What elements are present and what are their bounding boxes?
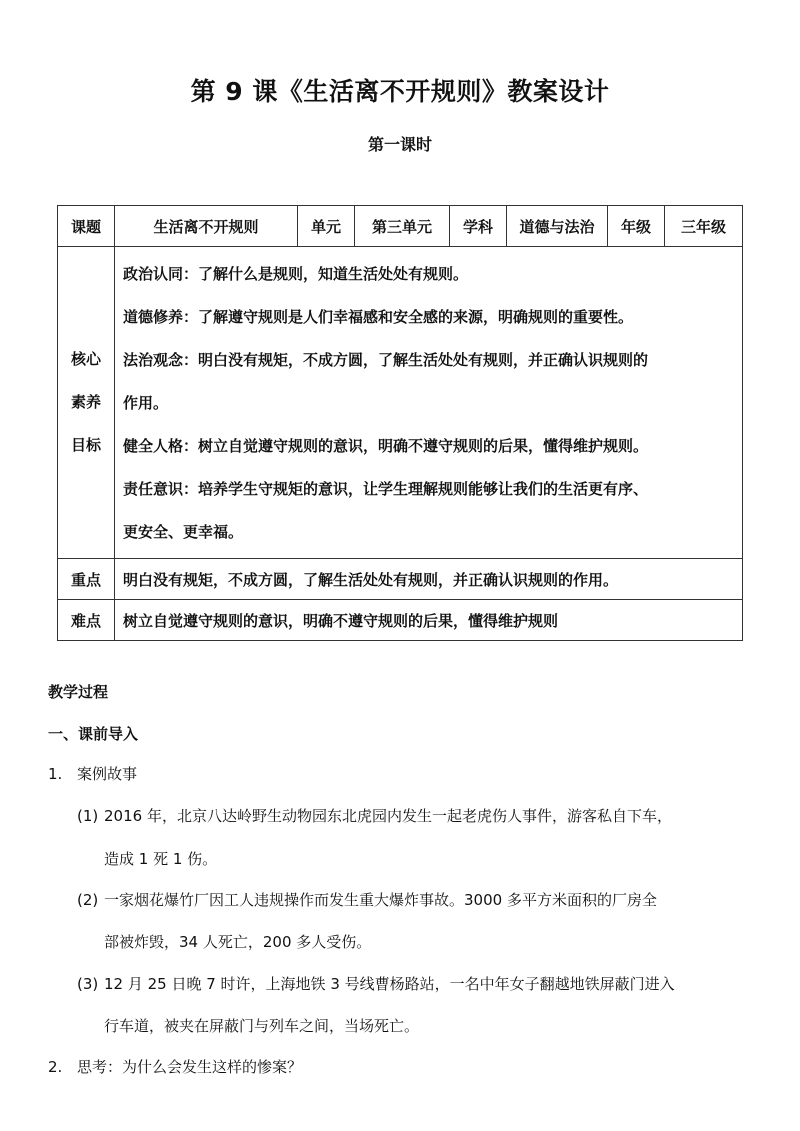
objectives-label-line: 素养	[70, 393, 101, 411]
objective-line: 健全人格：树立自觉遵守规则的意识，明确不遵守规则的后果，懂得维护规则。	[123, 437, 649, 455]
difficulty-row	[58, 600, 743, 641]
case-stories-item: 案例故事	[77, 765, 138, 783]
difficulty-label: 难点	[58, 600, 115, 641]
list-item-number: 2.	[48, 1058, 63, 1076]
list-item-number: 1.	[48, 765, 63, 783]
case-number: (1)	[77, 807, 99, 825]
objectives-label-line: 目标	[70, 436, 101, 454]
case-text-line: 12 月 25 日晚 7 时许，上海地铁 3 号线曹杨路站，一名中年女子翻越地铁屏蔽门进入	[104, 975, 675, 993]
objectives-row	[58, 247, 743, 559]
key-point-label: 重点	[58, 559, 115, 600]
unit-label: 单元	[298, 206, 355, 247]
objective-line: 更安全、更幸福。	[123, 523, 244, 541]
objective-line: 法治观念：明白没有规矩，不成方圆，了解生活处处有规则，并正确认识规则的	[123, 351, 649, 369]
subject-value: 道德与法治	[507, 206, 608, 247]
unit-value: 第三单元	[355, 206, 450, 247]
objectives-label	[58, 247, 115, 559]
case-text-line: 行车道，被夹在屏蔽门与列车之间，当场死亡。	[104, 1017, 420, 1035]
topic-value: 生活离不开规则	[115, 206, 298, 247]
pre-class-intro-heading: 一、课前导入	[48, 725, 139, 743]
key-point-text: 明白没有规矩，不成方圆，了解生活处处有规则，并正确认识规则的作用。	[115, 559, 743, 600]
reflection-question-item: 思考：为什么会发生这样的惨案？	[77, 1058, 303, 1076]
objectives-label-line: 核心	[70, 350, 101, 368]
grade-label: 年级	[608, 206, 665, 247]
lesson-info-table	[57, 205, 743, 641]
case-number: (3)	[77, 975, 99, 993]
objectives-content	[115, 247, 743, 559]
table-header-row	[58, 206, 743, 247]
objective-line: 作用。	[123, 394, 169, 412]
objective-line: 道德修养：了解遵守规则是人们幸福感和安全感的来源，明确规则的重要性。	[123, 308, 634, 326]
case-text-line: 一家烟花爆竹厂因工人违规操作而发生重大爆炸事故。3000 多平方米面积的厂房全	[104, 891, 657, 909]
lesson-period-subtitle: 第一课时	[367, 135, 432, 154]
case-number: (2)	[77, 891, 99, 909]
case-text-line: 2016 年，北京八达岭野生动物园东北虎园内发生一起老虎伤人事件，游客私自下车，	[104, 807, 672, 825]
subject-label: 学科	[450, 206, 507, 247]
page-title: 第 9 课《生活离不开规则》教案设计	[190, 77, 610, 106]
grade-value: 三年级	[665, 206, 743, 247]
objective-line: 政治认同：了解什么是规则，知道生活处处有规则。	[123, 265, 469, 283]
key-point-row	[58, 559, 743, 600]
teaching-process-heading: 教学过程	[48, 683, 109, 701]
objective-line: 责任意识：培养学生守规矩的意识，让学生理解规则能够让我们的生活更有序、	[123, 480, 649, 498]
case-text-line: 造成 1 死 1 伤。	[104, 850, 218, 868]
difficulty-text: 树立自觉遵守规则的意识，明确不遵守规则的后果，懂得维护规则	[115, 600, 743, 641]
case-text-line: 部被炸毁，34 人死亡，200 多人受伤。	[104, 933, 372, 951]
topic-label: 课题	[58, 206, 115, 247]
